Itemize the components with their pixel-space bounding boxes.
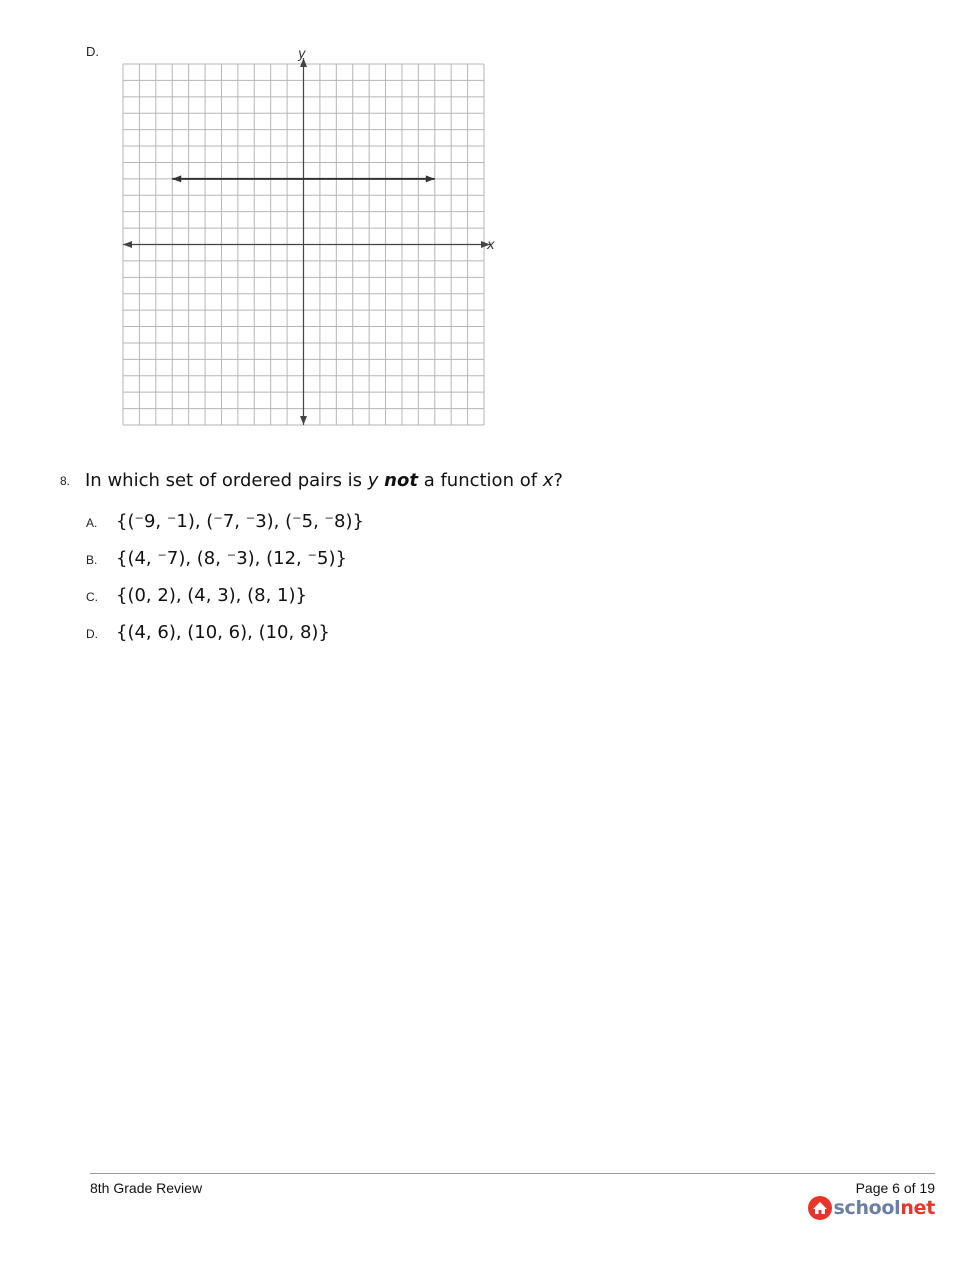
house-icon (807, 1195, 833, 1221)
choice-d-text[interactable]: {(4, 6), (10, 6), (10, 8)} (116, 622, 330, 643)
x-axis-label: x (487, 238, 495, 253)
function-line-arrowhead (172, 175, 181, 182)
choice-a-text[interactable]: {(⁻9, ⁻1), (⁻7, ⁻3), (⁻5, ⁻8)} (116, 511, 364, 532)
y-axis-label: y (298, 47, 306, 62)
choice-b-letter: B. (86, 553, 98, 567)
footer-title: 8th Grade Review (90, 1180, 203, 1196)
choice-c-letter: C. (86, 590, 98, 604)
choice-b-text[interactable]: {(4, ⁻7), (8, ⁻3), (12, ⁻5)} (116, 548, 347, 569)
function-line-arrowhead (426, 175, 435, 182)
question-text: In which set of ordered pairs is y not a function of x? (85, 470, 563, 491)
option-d-letter: D. (86, 44, 99, 59)
logo-school-text: school (833, 1197, 901, 1219)
choice-d-letter: D. (86, 627, 98, 641)
x-axis-arrowhead (123, 241, 132, 248)
y-axis-arrowhead (300, 416, 307, 425)
choice-a-letter: A. (86, 516, 98, 530)
logo-net-text: net (900, 1197, 935, 1219)
coordinate-graph (115, 40, 505, 435)
footer-divider (90, 1173, 935, 1174)
choice-c-text[interactable]: {(0, 2), (4, 3), (8, 1)} (116, 585, 307, 606)
question-number: 8. (60, 474, 71, 488)
schoolnet-logo (807, 1195, 935, 1221)
page-number: Page 6 of 19 (855, 1180, 935, 1196)
